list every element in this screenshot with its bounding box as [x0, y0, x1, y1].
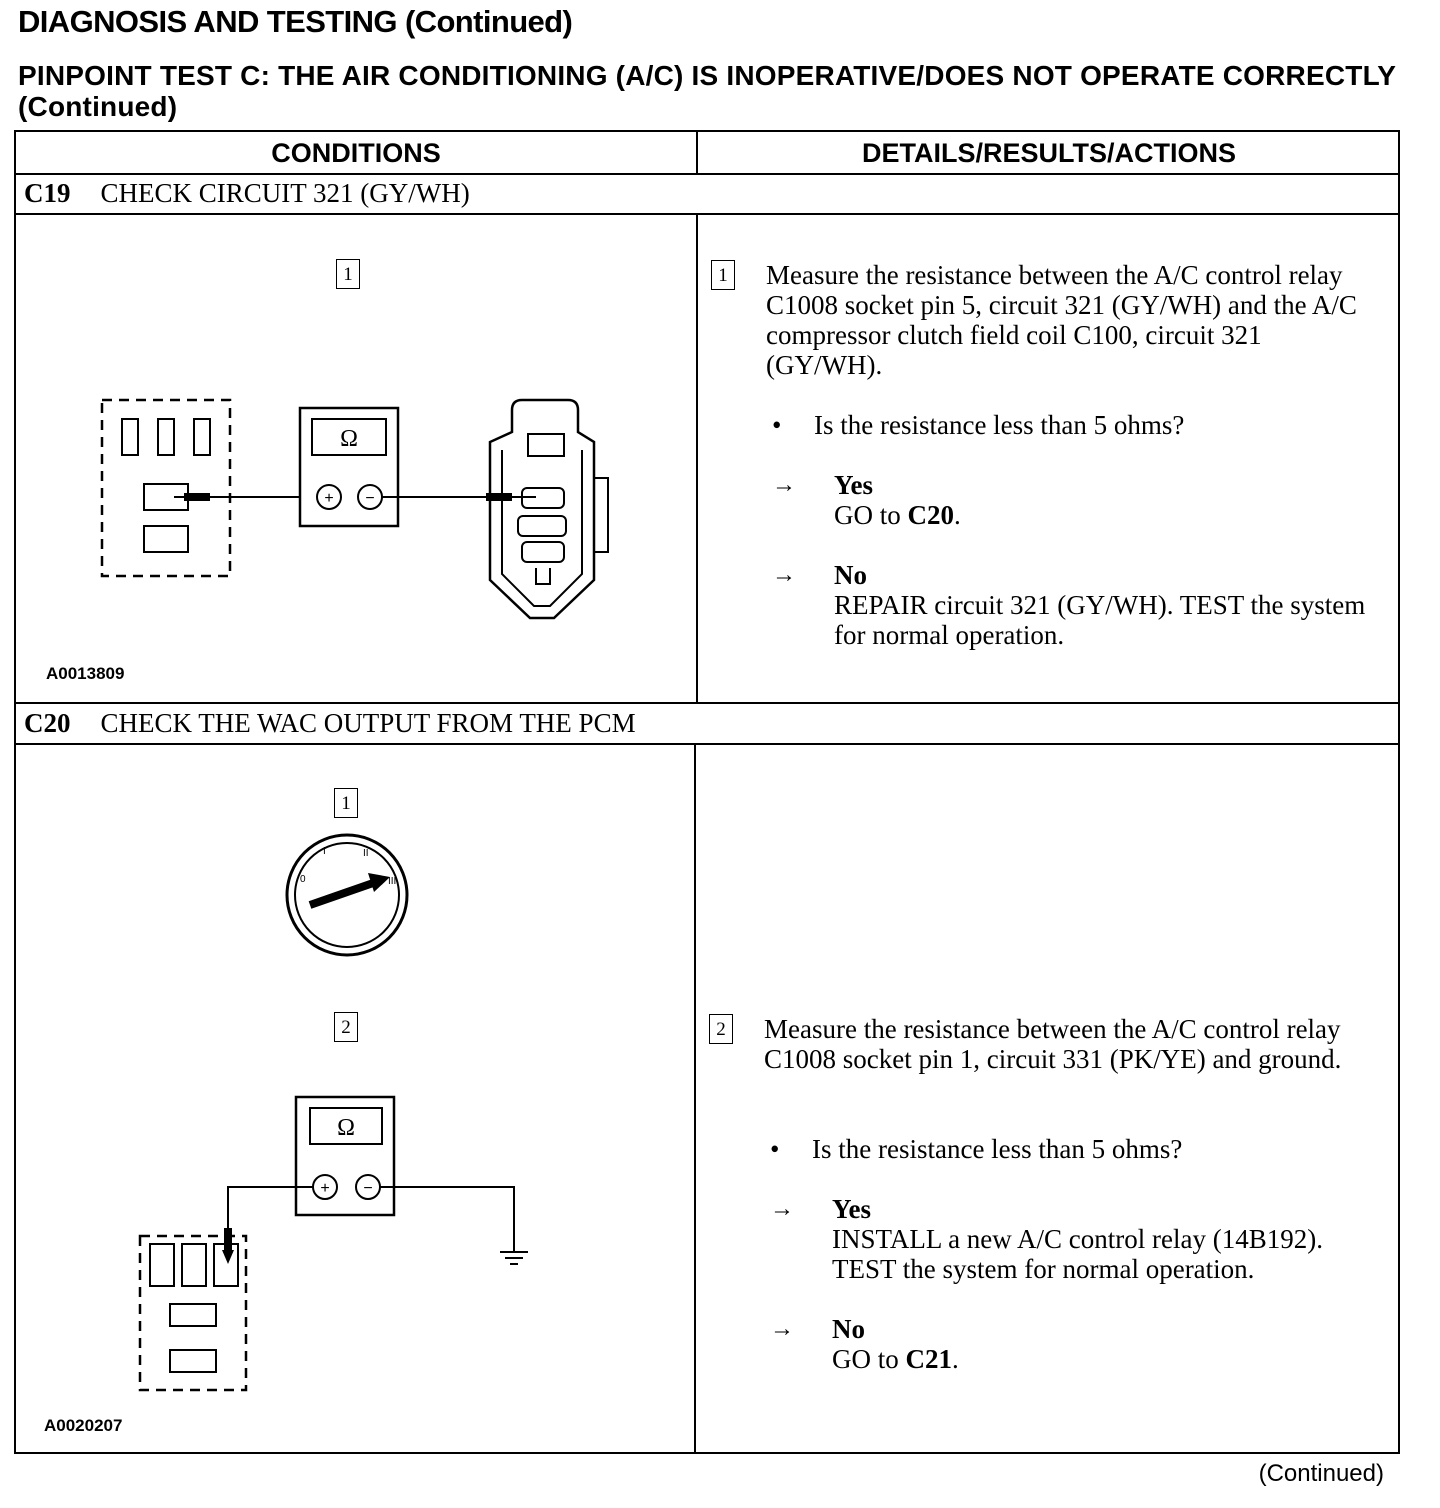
c19-diagram-callout-1: 1	[336, 259, 360, 289]
pinpoint-test-table	[14, 130, 1400, 1454]
c20-ohmmeter	[296, 1097, 394, 1215]
c20-yes-action: INSTALL a new A/C control relay (14B192). TEST the system for normal operation.	[832, 1224, 1323, 1284]
ground-symbol-icon	[500, 1252, 528, 1264]
step-c19-title: CHECK CIRCUIT 321 (GY/WH)	[100, 178, 470, 208]
page-title: DIAGNOSIS AND TESTING (Continued)	[18, 4, 573, 39]
c19-yes-arrow-icon: →	[772, 472, 796, 498]
c20-no-label: No	[832, 1314, 865, 1344]
c20-no-action: GO to C21.	[832, 1344, 959, 1374]
continued-footer: (Continued)	[1258, 1460, 1384, 1487]
c20-yes-arrow-icon: →	[770, 1196, 794, 1222]
step-c19-id: C19	[24, 178, 71, 208]
c19-no-arrow-icon: →	[772, 562, 796, 588]
c20-action-2-text: Measure the resistance between the A/C control relay C1008 socket pin 1, circuit 331 (PK/YE) and ground.	[764, 1014, 1342, 1074]
svg-text:I: I	[323, 846, 326, 857]
c19-yes-action: GO to C20.	[834, 500, 961, 530]
c19-bullet: •	[772, 410, 782, 440]
c20-minus-terminal: −	[363, 1180, 373, 1197]
c20-ground-lead	[380, 1187, 514, 1252]
c20-yes-label: Yes	[832, 1194, 871, 1224]
c19-question: Is the resistance less than 5 ohms?	[814, 410, 1185, 440]
c20-no-block	[832, 1314, 1372, 1374]
c20-bullet: •	[770, 1134, 780, 1164]
c19-col-divider	[696, 213, 698, 702]
details-header: DETAILS/RESULTS/ACTIONS	[861, 138, 1236, 168]
c20-question: Is the resistance less than 5 ohms?	[812, 1134, 1183, 1164]
c20-figure-id: A0020207	[44, 1416, 123, 1435]
c20-ohm-symbol: Ω	[337, 1115, 355, 1141]
c20-diagram-callout-1: 1	[334, 788, 358, 818]
c19-action-1-text: Measure the resistance between the A/C control relay C1008 socket pin 5, circuit 321 (GY/WH) and the A/C compressor clutch field coil C100, circuit 321 (GY/WH).	[766, 260, 1357, 380]
c19-no-block	[834, 560, 1374, 650]
c19-ohm-symbol: Ω	[340, 426, 358, 452]
step-c20-title: CHECK THE WAC OUTPUT FROM THE PCM	[100, 708, 636, 738]
c20-ignition-diagram	[16, 132, 696, 1452]
c20-plus-terminal: +	[320, 1180, 330, 1197]
c20-action-2-number: 2	[709, 1014, 733, 1044]
step-c20-id: C20	[24, 708, 71, 738]
svg-text:II: II	[363, 848, 369, 859]
c19-yes-label: Yes	[834, 470, 873, 500]
pinpoint-test-title: PINPOINT TEST C: THE AIR CONDITIONING (A/C) IS INOPERATIVE/DOES NOT OPERATE CORRECTLY (Continued)	[18, 60, 1396, 122]
c19-yes-block	[834, 470, 1374, 530]
c19-no-label: No	[834, 560, 867, 590]
c19-action-1-number: 1	[711, 260, 735, 290]
c20-no-arrow-icon: →	[770, 1316, 794, 1342]
c20-diagram-callout-2: 2	[334, 1012, 358, 1042]
c19-figure-id: A0013809	[46, 664, 125, 683]
c19-plus-terminal: +	[324, 490, 334, 507]
c19-no-action: REPAIR circuit 321 (GY/WH). TEST the system for normal operation.	[834, 590, 1366, 650]
ignition-switch-icon	[287, 835, 407, 955]
svg-text:III: III	[388, 876, 397, 887]
conditions-header: CONDITIONS	[271, 138, 441, 168]
svg-text:0: 0	[300, 874, 306, 885]
c19-minus-terminal: −	[365, 490, 375, 507]
c20-yes-block	[832, 1194, 1392, 1284]
